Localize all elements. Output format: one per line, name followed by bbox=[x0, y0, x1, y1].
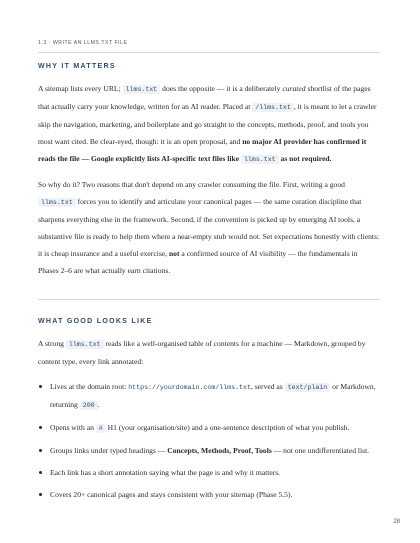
bullet-icon bbox=[39, 493, 42, 496]
paragraph-sitemap-vs-llms bbox=[38, 80, 380, 168]
text: does the opposite — it is a deliberately bbox=[162, 84, 281, 93]
bullet-icon bbox=[39, 385, 42, 388]
text: — not one undifferentiated list. bbox=[273, 446, 370, 455]
list-item bbox=[38, 486, 380, 503]
inline-code: llms.txt bbox=[123, 85, 161, 94]
page-body bbox=[38, 40, 380, 508]
text: . bbox=[97, 400, 100, 409]
running-head: 1.3 · WRITE AN LLMS.TXT FILE bbox=[38, 40, 128, 46]
inline-code: llms.txt bbox=[66, 340, 104, 349]
bold-text: as not required. bbox=[280, 154, 332, 163]
text: A sitemap lists every URL; bbox=[38, 84, 121, 93]
text: So why do it? Two reasons that don't depend on any crawler consuming the file. First, writing a good bbox=[38, 180, 345, 189]
inline-code: 200 bbox=[80, 401, 98, 410]
paragraph-strong-llms-intro bbox=[38, 335, 380, 370]
header-divider bbox=[38, 52, 380, 53]
bold-text: not bbox=[168, 249, 180, 258]
text: a confirmed source of AI visibility — the fundamentals in Phases 2–6 are what actually earn citations. bbox=[38, 249, 358, 275]
inline-code: /llms.txt bbox=[252, 103, 294, 112]
page-number: 28 bbox=[393, 519, 400, 525]
text: reads like a well-organised table of contents for a machine — Markdown, grouped by content type, every link annotated: bbox=[38, 339, 366, 366]
inline-code: text/plain bbox=[285, 383, 331, 392]
text: Lives at the domain root: bbox=[50, 382, 127, 391]
url-text: https://yourdomain.com/llms.txt bbox=[128, 384, 251, 391]
bullet-icon bbox=[39, 426, 42, 429]
paragraph-why-do-it bbox=[38, 176, 380, 279]
text: forces you to identify and articulate your canonical pages — the same curation discipline that sharpens everything else in the framework. Second, if the convention is picked up by emerging AI tools, a substantive file is ready to help them where a near-empty stub would not. Set expectations honestly with clients: it is cheap insurance and a useful exercise, bbox=[38, 197, 380, 258]
section-heading-what-good-looks-like: WHAT GOOD LOOKS LIKE bbox=[38, 318, 153, 325]
bullet-icon bbox=[39, 449, 42, 452]
emphasis: curated bbox=[282, 84, 306, 93]
text: A strong bbox=[38, 339, 64, 348]
list-item bbox=[38, 378, 380, 414]
text: Covers 20+ canonical pages and stays consistent with your sitemap (Phase 5.5). bbox=[50, 490, 293, 499]
text: shortlist of the pages that actually carry your knowledge, written for an AI reader. Placed at bbox=[38, 84, 371, 111]
inline-code: # bbox=[96, 424, 106, 433]
text: Each link has a short annotation saying what the page is and why it matters. bbox=[50, 468, 281, 477]
list-item bbox=[38, 464, 380, 481]
list-item bbox=[38, 442, 380, 459]
section-heading-why-it-matters: WHY IT MATTERS bbox=[38, 63, 116, 70]
section-divider bbox=[38, 299, 380, 300]
bullet-icon bbox=[39, 471, 42, 474]
bold-text: no major AI provider has confirmed it reads the file — Google explicitly lists AI-specific text files like bbox=[38, 137, 367, 163]
text: H1 (your organisation/site) and a one-sentence description of what you publish. bbox=[107, 423, 350, 432]
list-item bbox=[38, 419, 380, 437]
text: Opens with an bbox=[50, 423, 94, 432]
checklist bbox=[38, 378, 380, 503]
text: , served as bbox=[250, 382, 283, 391]
text: Groups links under typed headings — bbox=[50, 446, 166, 455]
text: , it is meant to let a crawler skip the navigation, marketing, and boilerplate and go straight to the concepts, methods, proof, and tools you most want cited. Be clear-eyed, though: it is an open proposal, and bbox=[38, 102, 377, 146]
text: or Markdown, returning bbox=[50, 382, 376, 409]
bold-text: Concepts, Methods, Proof, Tools bbox=[167, 446, 272, 455]
inline-code: llms.txt bbox=[38, 198, 76, 207]
inline-code: llms.txt bbox=[241, 155, 279, 164]
